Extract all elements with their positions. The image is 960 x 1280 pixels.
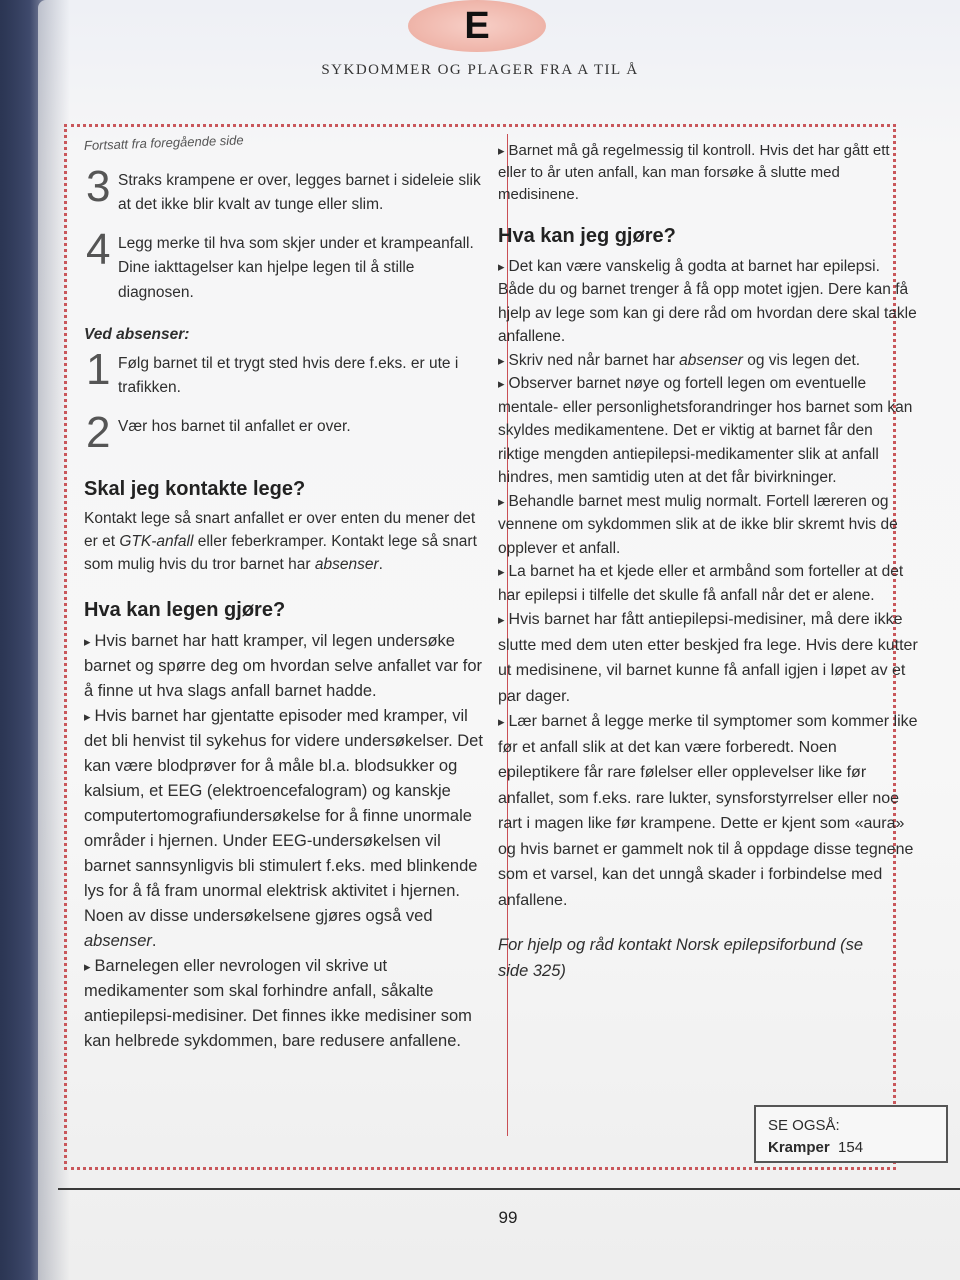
- see-also-box: [754, 1105, 948, 1163]
- right-column: [498, 140, 918, 984]
- step-number: 3: [86, 161, 111, 211]
- self-help-bullet-3: ▸ Observer barnet nøye og fortell legen om eventuelle mentale- eller personlighetsforandringer hos barnet som kan skyldes medikamentene. Det er viktig at barnet får den riktige mengden antiepilepsi-medikamenter slik at anfall hindres, men samtidig uten at det får bivirkninger.: [498, 372, 918, 490]
- step-text: Følg barnet til et trygt sted hvis dere f.eks. er ute i trafikken.: [118, 354, 459, 396]
- step-4: [84, 224, 484, 306]
- help-contact-note: For hjelp og råd kontakt Norsk epilepsiforbund (se side 325): [498, 936, 864, 980]
- running-head: SYKDOMMER OG PLAGER FRA A TIL Å: [321, 62, 639, 78]
- doctor-bullet-2: [84, 704, 484, 954]
- text-run: og vis legen det.: [742, 351, 861, 369]
- absenser-step-2: [84, 407, 484, 457]
- see-also-item: Kramper: [768, 1139, 830, 1156]
- contact-doctor-heading: Skal jeg kontakte lege?: [84, 477, 306, 500]
- page-curl-shadow: [0, 0, 70, 1280]
- page-number: 99: [498, 1208, 518, 1227]
- text-run-italic: absenser: [84, 931, 152, 950]
- section-letter-badge: [408, 0, 546, 52]
- contact-doctor-text: [84, 507, 484, 576]
- doctor-bullet-1: ▸ Hvis barnet har hatt kramper, vil legen undersøke barnet og spørre deg om hvordan selve anfallet var for å finne ut hva slags anfall barnet hadde.: [84, 629, 484, 704]
- section-letter: E: [464, 4, 490, 47]
- text-run-italic: absenser: [679, 351, 743, 369]
- doctor-bullet-3: ▸ Barnelegen eller nevrologen vil skrive ut medikamenter som skal forhindre anfall, såkalte antiepilepsi-medisiner. Det finnes ikke medisiner som kan helbrede sykdommen, bare redusere anfallene.: [84, 954, 484, 1054]
- step-number: 2: [86, 407, 111, 457]
- step-text: Vær hos barnet til anfallet er over.: [118, 417, 351, 435]
- continued-note: Fortsatt fra foregående side: [83, 132, 244, 153]
- self-help-bullet-7: ▸ Lær barnet å legge merke til symptomer som kommer like før et anfall slik at det kan være forberedt. Noen epileptikere får rare følelser eller opplevelser like før anfallet, som f.eks. rare lukter, synsforstyrrelser eller noe rart i magen like før krampene. Dette er kjent som «aura» og hvis barnet er gammelt nok til å oppdage disse tegnene som et varsel, kan det unngå skader i forbindelse med anfallene.: [498, 709, 918, 913]
- text-run: .: [151, 931, 157, 950]
- self-help-bullet-6: ▸ Hvis barnet har fått antiepilepsi-medisiner, må dere ikke slutte med dem uten etter beskjed fra lege. Hvis dere kutter ut medisinene, vil barnet kunne få anfall igjen i løpet av et par dager.: [498, 607, 918, 709]
- text-run: ▸ Skriv ned når barnet har: [498, 352, 679, 369]
- text-run: Kontakt lege så snart anfallet er over enten du mener det er et: [84, 510, 476, 550]
- text-run-italic: absenser: [314, 556, 379, 573]
- step-number: 4: [86, 224, 111, 274]
- text-run: .: [378, 556, 383, 573]
- see-also-entry[interactable]: [768, 1137, 934, 1159]
- left-column: [84, 134, 484, 1054]
- self-help-bullet-5: ▸ La barnet ha et kjede eller et armbånd som forteller at det har epilepsi i tilfelle det skulle få anfall når det er alene.: [498, 560, 918, 607]
- self-help-bullet-4: ▸ Behandle barnet mest mulig normalt. Fortell læreren og vennene om sykdommen slik at de ikke blir skremt hvis de opplever et anfall.: [498, 490, 918, 561]
- self-help-bullet-2: [498, 349, 918, 373]
- continued-bullet: ▸ Barnet må gå regelmessig til kontroll. Hvis det har gått ett eller to år uten anfall, kan man forsøke å slutte med medisinene.: [498, 140, 918, 206]
- doctor-action-heading: Hva kan legen gjøre?: [84, 599, 286, 621]
- see-also-page: 154: [838, 1139, 864, 1156]
- spacer: [498, 913, 918, 933]
- step-3: [84, 161, 484, 218]
- step-number: 1: [86, 344, 111, 394]
- text-run: eller feberkramper. Kontakt lege så snart som mulig hvis du tror barnet har: [84, 533, 477, 573]
- footer-rule: [58, 1188, 960, 1190]
- text-run-italic: GTK-anfall: [119, 533, 194, 550]
- absenser-step-1: [84, 344, 484, 401]
- see-also-label: SE OGSÅ:: [768, 1117, 840, 1134]
- text-run: ▸ Hvis barnet har gjentatte episoder med kramper, vil det bli henvist til sykehus for videre undersøkelser. Det kan være blodprøver for å måle bl.a. blodsukker og kalsium, et EEG (elektroencefalogram) og kanskje computertomografiundersøkelse for å finne unormale områder i hjernen. Under EEG-undersøkelsen vil barnet sannsynligvis bli stimulert f.eks. med blinkende lys for å få fram unormal elektrisk aktivitet i hjernen. Noen av disse undersøkelsene gjøres også ved: [84, 707, 483, 925]
- absenser-heading: Ved absenser:: [84, 326, 190, 343]
- self-help-bullet-1: ▸ Det kan være vanskelig å godta at barnet har epilepsi. Både du og barnet trenger å få opp motet igjen. Dere kan få hjelp av lege som kan gi dere råd om hvordan dere skal takle anfallene.: [498, 255, 918, 349]
- step-text: Legg merke til hva som skjer under et krampeanfall. Dine iakttagelser kan hjelpe legen til å stille diagnosen.: [118, 234, 474, 301]
- self-help-heading: Hva kan jeg gjøre?: [498, 225, 676, 247]
- step-text: Straks krampene er over, legges barnet i sideleie slik at det ikke blir kvalt av tunge eller slim.: [118, 171, 481, 213]
